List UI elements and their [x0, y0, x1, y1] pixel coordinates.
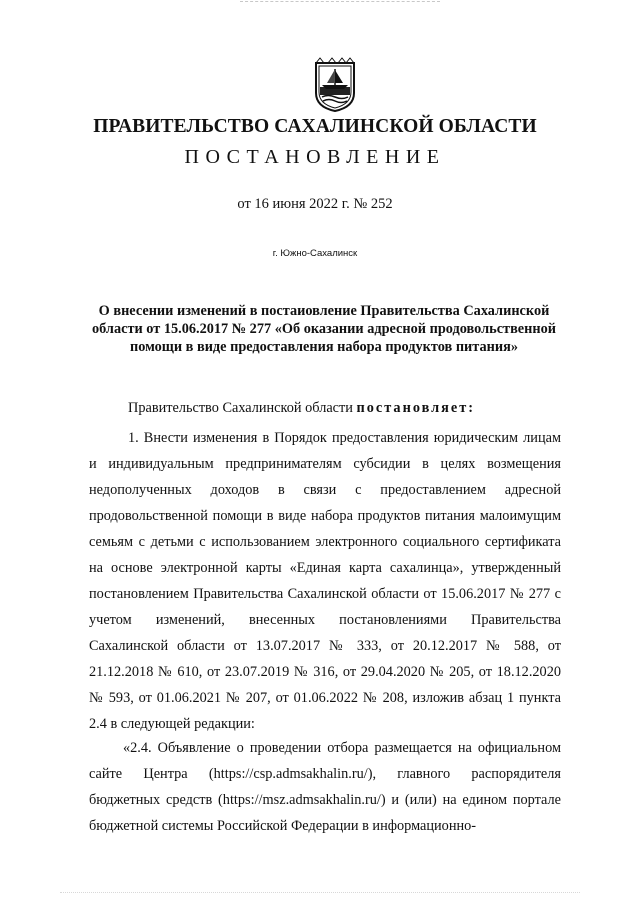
document-place: г. Южно-Сахалинск	[272, 248, 358, 259]
coat-of-arms-icon	[314, 57, 356, 112]
intro-text: Правительство Сахалинской области	[128, 400, 357, 416]
scan-artifact	[240, 1, 440, 2]
paragraph-2: «2.4. Объявление о проведении отбора размещается на официальном сайте Центра (https://csp.admsakhalin.ru/), главного распорядителя бюджетных средств (https://msz.admsakhalin.ru/) и (или) на едином портале бюджетной системы Российской Федерации в информационно-	[89, 740, 561, 834]
document-type: ПОСТАНОВЛЕНИЕ	[184, 146, 446, 168]
scan-artifact	[60, 892, 580, 893]
document-title: О внесении изменений в постаиовление Правительства Сахалинской области от 15.06.2017 № 277 «Об оказании адресной продовольственной помощи в виде предоставления набора продуктов питания»	[91, 303, 556, 355]
intro-decree-word: постановляет:	[356, 400, 476, 416]
intro-line	[128, 400, 568, 417]
government-name: ПРАВИТЕЛЬСТВО САХАЛИНСКОЙ ОБЛАСТИ	[93, 116, 537, 137]
paragraph-1: 1. Внести изменения в Порядок предоставления юридическим лицам и индивидуальным предпринимателям субсидии в целях возмещения недополученных доходов в связи с предоставлением адресной продовольственной помощи в виде набора продуктов питания малоимущим семьям с детьми с использованием электронного социального сертификата на основе электронной карты «Единая карта сахалинца», утвержденный постановлением Правительства Сахалинской области от 15.06.2017 № 277 с учетом изменений, внесенных постановлениями Правительства Сахалинской области от 13.07.2017 № 333, от 20.12.2017 № 588, от 21.12.2018 № 610, от 23.07.2019 № 316, от 29.04.2020 № 205, от 18.12.2020 № 593, от 01.06.2021 № 207, от 01.06.2022 № 208, изложив абзац 1 пункта 2.4 в следующей редакции:	[89, 430, 561, 732]
document-date-number: от 16 июня 2022 г. № 252	[237, 196, 393, 212]
